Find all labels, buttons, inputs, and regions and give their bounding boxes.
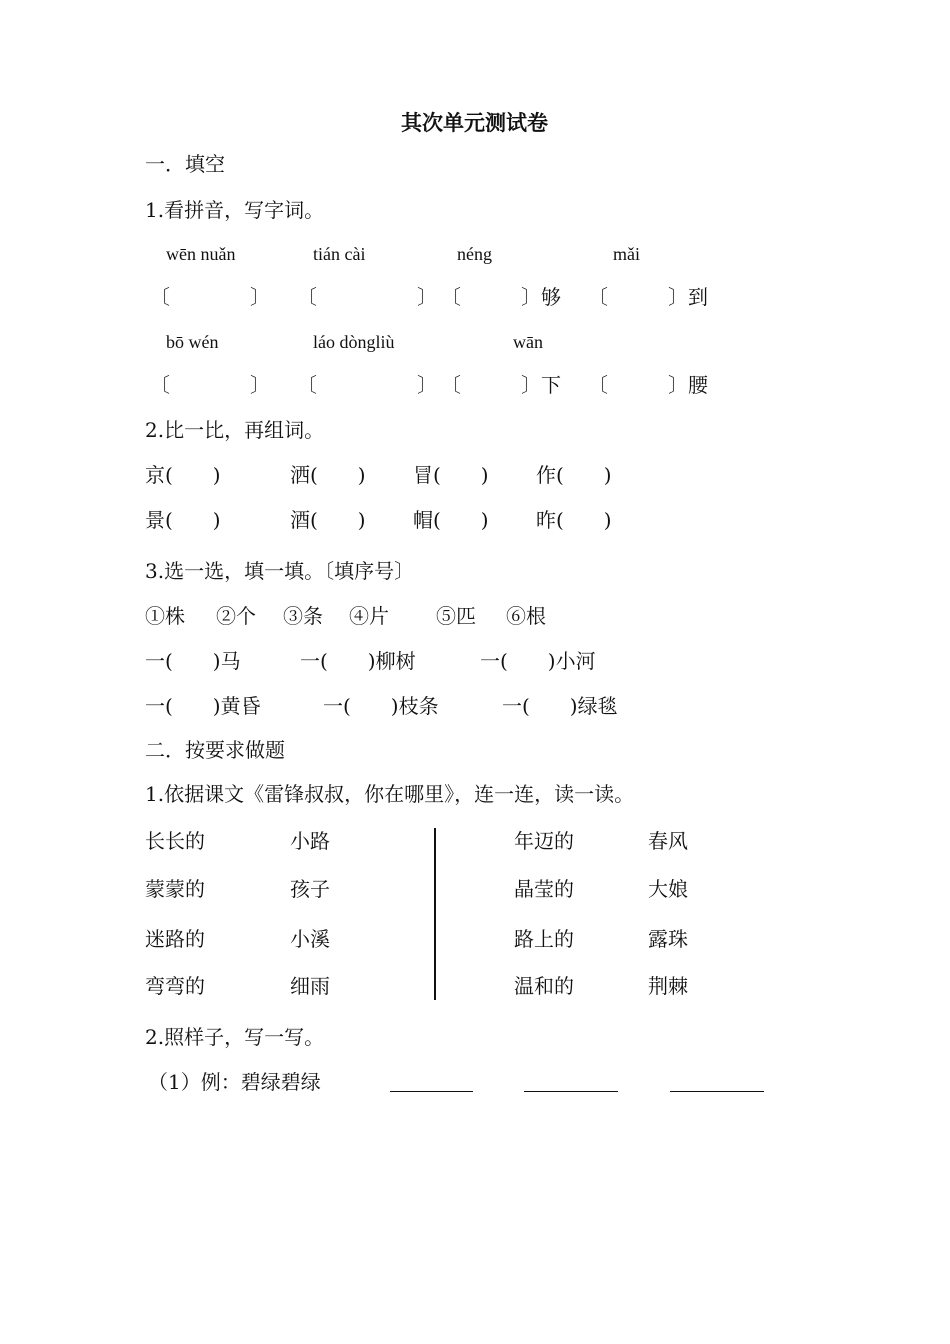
match-right-word[interactable]: 大娘: [648, 877, 688, 901]
page-title: 其次单元测试卷: [401, 110, 548, 135]
match-right-word[interactable]: 路上的: [514, 927, 574, 951]
compare-item[interactable]: 昨( ): [536, 508, 612, 532]
answer-box[interactable]: 〔 〕到: [588, 285, 708, 309]
match-left-word[interactable]: 小溪: [290, 927, 330, 951]
pinyin-wennuan: wēn nuǎn: [166, 244, 236, 264]
answer-blank[interactable]: [524, 1091, 618, 1092]
fill-item[interactable]: 一( )小河: [480, 649, 596, 673]
match-left-word[interactable]: 迷路的: [145, 927, 205, 951]
answer-blank[interactable]: [670, 1091, 764, 1092]
compare-item[interactable]: 景( ): [145, 508, 221, 532]
section1-heading: 一．填空: [145, 152, 225, 176]
measure-option: ②个: [216, 604, 256, 628]
match-right-word[interactable]: 春风: [648, 829, 688, 853]
fill-item[interactable]: 一( )黄昏: [145, 694, 261, 718]
section2-heading: 二．按要求做题: [145, 738, 285, 762]
answer-box[interactable]: 〔 〕: [297, 285, 437, 309]
measure-option: ④片: [349, 604, 389, 628]
answer-box[interactable]: 〔 〕够: [441, 285, 561, 309]
match-right-word[interactable]: 温和的: [514, 974, 574, 998]
match-left-word[interactable]: 弯弯的: [145, 974, 205, 998]
compare-item[interactable]: 酒( ): [290, 508, 366, 532]
match-right-word[interactable]: 年迈的: [514, 829, 574, 853]
compare-item[interactable]: 冒( ): [413, 463, 489, 487]
compare-item[interactable]: 洒( ): [290, 463, 366, 487]
imitate-prompt: 2.照样子，写一写。: [145, 1025, 325, 1049]
answer-box[interactable]: 〔 〕下: [441, 373, 561, 397]
match-left-word[interactable]: 细雨: [290, 974, 330, 998]
match-left-word[interactable]: 孩子: [290, 877, 330, 901]
pinyin-mai: mǎi: [613, 244, 640, 264]
match-left-word[interactable]: 小路: [290, 829, 330, 853]
match-right-word[interactable]: 荆棘: [648, 974, 688, 998]
answer-box[interactable]: 〔 〕: [150, 285, 270, 309]
answer-box[interactable]: 〔 〕腰: [588, 373, 708, 397]
measure-option: ①株: [145, 604, 185, 628]
pinyin-neng: néng: [457, 244, 492, 264]
fill-item[interactable]: 一( )绿毯: [502, 694, 618, 718]
compare-item[interactable]: 帽( ): [413, 508, 489, 532]
match-left-word[interactable]: 蒙蒙的: [145, 877, 205, 901]
measure-option: ⑥根: [506, 604, 546, 628]
measure-option: ⑤匹: [436, 604, 476, 628]
match-right-word[interactable]: 晶莹的: [514, 877, 574, 901]
pinyin-laodongliu: láo dòngliù: [313, 332, 395, 352]
answer-box[interactable]: 〔 〕: [297, 373, 437, 397]
pinyin-tiancai: tián cài: [313, 244, 366, 264]
answer-box[interactable]: 〔 〕: [150, 373, 270, 397]
q3-prompt: 3.选一选，填一填。〔填序号〕: [145, 559, 415, 583]
fill-item[interactable]: 一( )枝条: [323, 694, 439, 718]
compare-item[interactable]: 作( ): [536, 463, 612, 487]
example-label: （1）例：碧绿碧绿: [148, 1070, 321, 1094]
q1-prompt: 1.看拼音，写字词。: [145, 198, 325, 222]
pinyin-bowen: bō wén: [166, 332, 219, 352]
compare-item[interactable]: 京( ): [145, 463, 221, 487]
pinyin-wan: wān: [513, 332, 543, 352]
fill-item[interactable]: 一( )马: [145, 649, 241, 673]
fill-item[interactable]: 一( )柳树: [300, 649, 416, 673]
measure-option: ③条: [283, 604, 323, 628]
q2-prompt: 2.比一比，再组词。: [145, 418, 325, 442]
answer-blank[interactable]: [390, 1091, 473, 1092]
match-prompt: 1.依据课文《雷锋叔叔，你在哪里》，连一连，读一读。: [145, 782, 635, 806]
match-right-word[interactable]: 露珠: [648, 927, 688, 951]
match-left-word[interactable]: 长长的: [145, 829, 205, 853]
column-divider: [434, 828, 436, 1000]
